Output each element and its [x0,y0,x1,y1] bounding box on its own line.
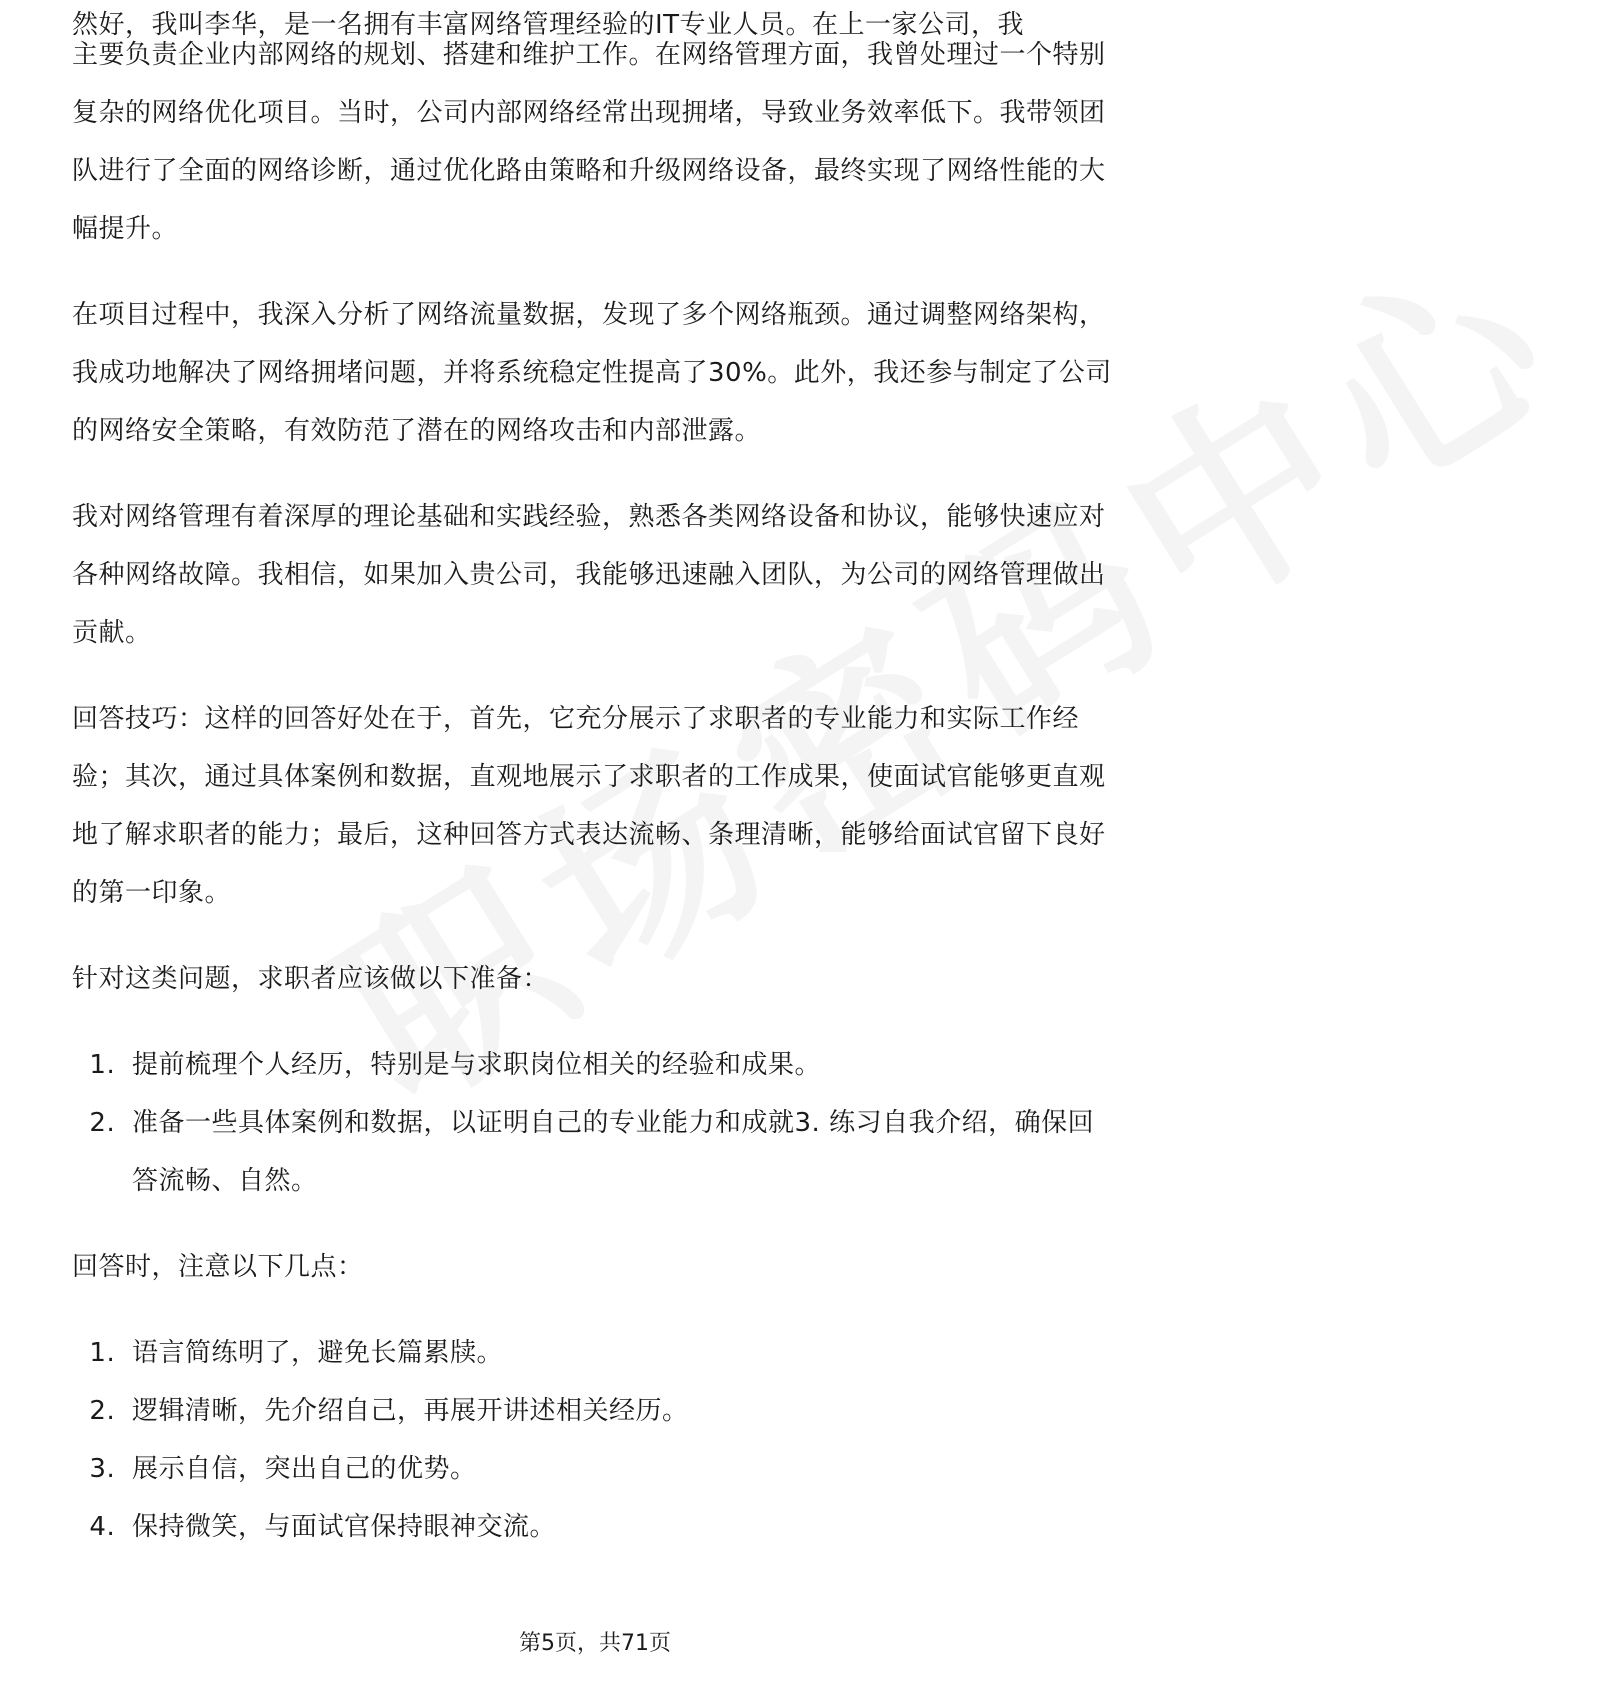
list-item: 1. 语言简练明了，避免长篇累牍。 [124,1324,1118,1382]
paragraph-1: 主要负责企业内部网络的规划、搭建和维护工作。在网络管理方面，我曾处理过一个特别复杂的网络优化项目。当时，公司内部网络经常出现拥堵，导致业务效率低下。我带领团队进行了全面的网络诊断，通过优化路由策略和升级网络设备，最终实现了网络性能的大幅提升。 [72,40,1106,244]
list-item: 2. 准备一些具体案例和数据，以证明自己的专业能力和成就3. 练习自我介绍，确保回答流畅、自然。 [124,1094,1118,1210]
list-item: 4. 保持微笑，与面试官保持眼神交流。 [124,1498,1118,1556]
paragraph-2: 在项目过程中，我深入分析了网络流量数据，发现了多个网络瓶颈。通过调整网络架构，我成功地解决了网络拥堵问题，并将系统稳定性提高了30%。此外，我还参与制定了公司的网络安全策略，有效防范了潜在的网络攻击和内部泄露。 [72,300,1112,446]
answer-tips-paragraph: 回答技巧：这样的回答好处在于，首先，它充分展示了求职者的专业能力和实际工作经验；其次，通过具体案例和数据，直观地展示了求职者的工作成果，使面试官能够更直观地了解求职者的能力；最后，这种回答方式表达流畅、条理清晰，能够给面试官留下良好的第一印象。 [72,704,1106,908]
list-item: 3. 展示自信，突出自己的优势。 [124,1440,1118,1498]
cut-off-line: 然好，我叫李华，是一名拥有丰富网络管理经验的IT专业人员。在上一家公司，我 [72,10,1025,40]
paragraph-3: 我对网络管理有着深厚的理论基础和实践经验，熟悉各类网络设备和协议，能够快速应对各种网络故障。我相信，如果加入贵公司，我能够迅速融入团队，为公司的网络管理做出贡献。 [72,502,1106,648]
list-item: 2. 逻辑清晰，先介绍自己，再展开讲述相关经历。 [124,1382,1118,1440]
notes-heading: 回答时，注意以下几点： [72,1252,364,1282]
document-body [72,10,1118,1584]
notes-list [72,1324,1118,1556]
preparation-heading: 针对这类问题，求职者应该做以下准备： [72,964,550,994]
page-number: 第5页，共71页 [519,1631,671,1656]
list-item: 1. 提前梳理个人经历，特别是与求职岗位相关的经验和成果。 [124,1036,1118,1094]
preparation-list [72,1036,1118,1210]
